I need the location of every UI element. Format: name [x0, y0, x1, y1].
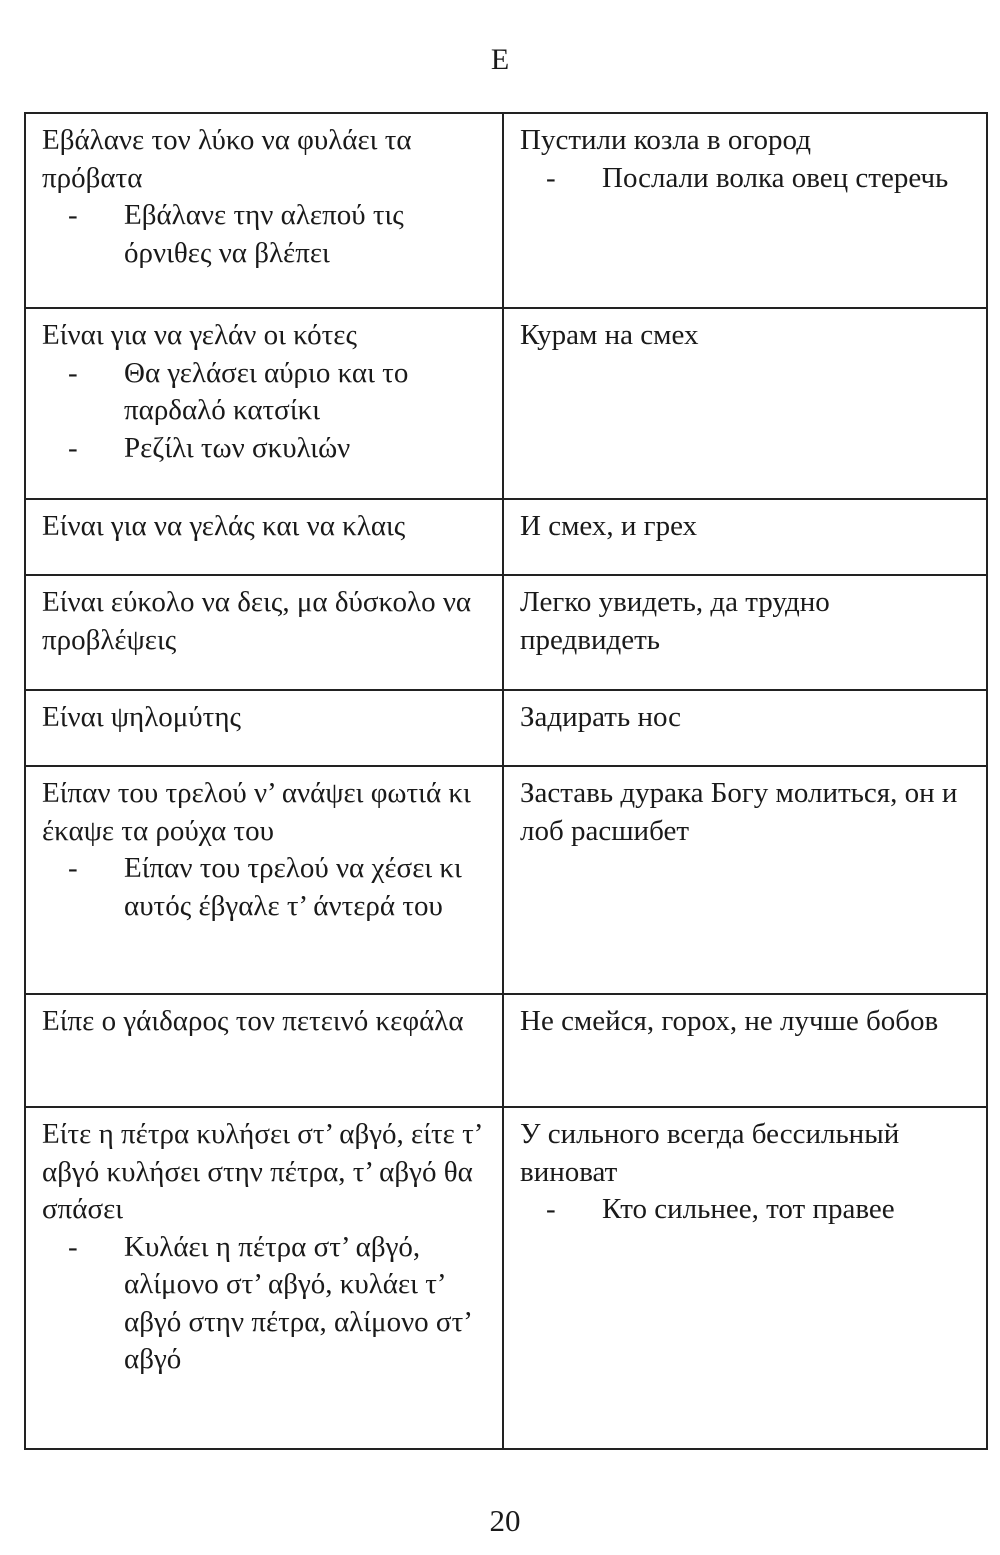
proverb-table — [24, 112, 988, 1450]
list-dash: - — [546, 161, 556, 194]
greek-proverb-text: Είπαν του τρελού ν’ ανάψει φωτιά κι έκαψε τα ρούχα του — [42, 777, 471, 847]
list-dash: - — [68, 199, 78, 231]
greek-proverb-text: Είπε ο γάιδαρος τον πετεινό κεφάλα — [42, 1005, 464, 1037]
russian-proverb-text: Заставь дурака Богу молиться, он и лоб расшибет — [520, 777, 958, 847]
greek-proverb-text: Είτε η πέτρα κυλήσει στ’ αβγό, είτε τ’ αβγό κυλήσει στην πέτρα, τ’ αβγό θα σπάσει — [42, 1118, 482, 1225]
proverb-row — [25, 1107, 987, 1449]
greek-proverb-text: Είναι για να γελάς και να κλαις — [42, 510, 406, 542]
russian-proverb-text: Задирать нос — [520, 701, 682, 733]
russian-variant-item — [520, 160, 972, 198]
greek-variant-text: Είπαν του τρελού να χέσει κι αυτός έβγαλε τ’ άντερά του — [124, 852, 462, 922]
russian-proverb-cell — [503, 1107, 987, 1449]
greek-variant-text: Θα γελάσει αύριο και το παρδαλό κατσίκι — [124, 356, 409, 426]
proverb-row — [25, 113, 987, 308]
russian-proverb-text: Пустили козла в огород — [520, 124, 811, 156]
greek-proverb-text: Εβάλανε τον λύκο να φυλάει τα πρόβατα — [42, 124, 412, 194]
greek-variant-text: Εβάλανε την αλεπού τις όρνιθες να βλέπει — [124, 199, 404, 269]
russian-proverb-text: Не смейся, горох, не лучше бобов — [520, 1005, 939, 1037]
russian-proverb-cell — [503, 690, 987, 766]
list-dash: - — [68, 1230, 78, 1263]
list-dash: - — [68, 852, 78, 884]
greek-proverb-text: Είναι για να γελάν οι κότες — [42, 319, 357, 351]
greek-proverb-text: Είναι ψηλομύτης — [42, 701, 241, 733]
russian-proverb-cell — [503, 766, 987, 994]
russian-proverb-cell — [503, 994, 987, 1107]
greek-variant-item — [42, 430, 488, 468]
russian-variant-item — [520, 1191, 972, 1229]
list-dash: - — [546, 1193, 556, 1225]
section-letter: Ε — [490, 43, 510, 76]
greek-proverb-cell — [25, 690, 503, 766]
russian-proverb-cell — [503, 308, 987, 499]
greek-proverb-cell — [25, 499, 503, 575]
greek-proverb-cell — [25, 308, 503, 499]
greek-proverb-cell — [25, 113, 503, 308]
proverb-table-body — [25, 113, 987, 1449]
greek-proverb-cell — [25, 575, 503, 690]
greek-variant-item — [42, 355, 488, 430]
greek-variant-item — [42, 850, 488, 925]
greek-variant-text: Κυλάει η πέτρα στ’ αβγό, αλίμονο στ’ αβγό, κυλάει τ’ αβγό στην πέτρα, αλίμονο στ’ αβγό — [124, 1230, 471, 1375]
list-dash: - — [68, 431, 78, 464]
proverb-row — [25, 690, 987, 766]
russian-proverb-cell — [503, 575, 987, 690]
proverb-row — [25, 499, 987, 575]
russian-proverb-text: У сильного всегда бессильный виноват — [520, 1118, 900, 1188]
russian-proverb-cell — [503, 499, 987, 575]
page-number: 20 — [489, 1503, 521, 1538]
russian-proverb-text: Легко увидеть, да трудно предвидеть — [520, 586, 830, 656]
proverb-row — [25, 308, 987, 499]
greek-variant-item — [42, 197, 488, 272]
proverb-row — [25, 575, 987, 690]
greek-proverb-cell — [25, 994, 503, 1107]
russian-proverb-text: И смех, и грех — [520, 510, 698, 542]
greek-proverb-text: Είναι εύκολο να δεις, μα δύσκολο να προβλέψεις — [42, 586, 472, 656]
russian-proverb-text: Курам на смех — [520, 319, 699, 351]
list-dash: - — [68, 356, 78, 389]
proverb-row — [25, 766, 987, 994]
proverb-row — [25, 994, 987, 1107]
russian-variant-text: Послали волка овец стеречь — [602, 161, 949, 194]
russian-proverb-cell — [503, 113, 987, 308]
greek-variant-item — [42, 1229, 488, 1379]
russian-variant-text: Кто сильнее, тот правее — [602, 1193, 895, 1225]
greek-proverb-cell — [25, 1107, 503, 1449]
greek-variant-text: Ρεζίλι των σκυλιών — [124, 431, 351, 464]
greek-proverb-cell — [25, 766, 503, 994]
